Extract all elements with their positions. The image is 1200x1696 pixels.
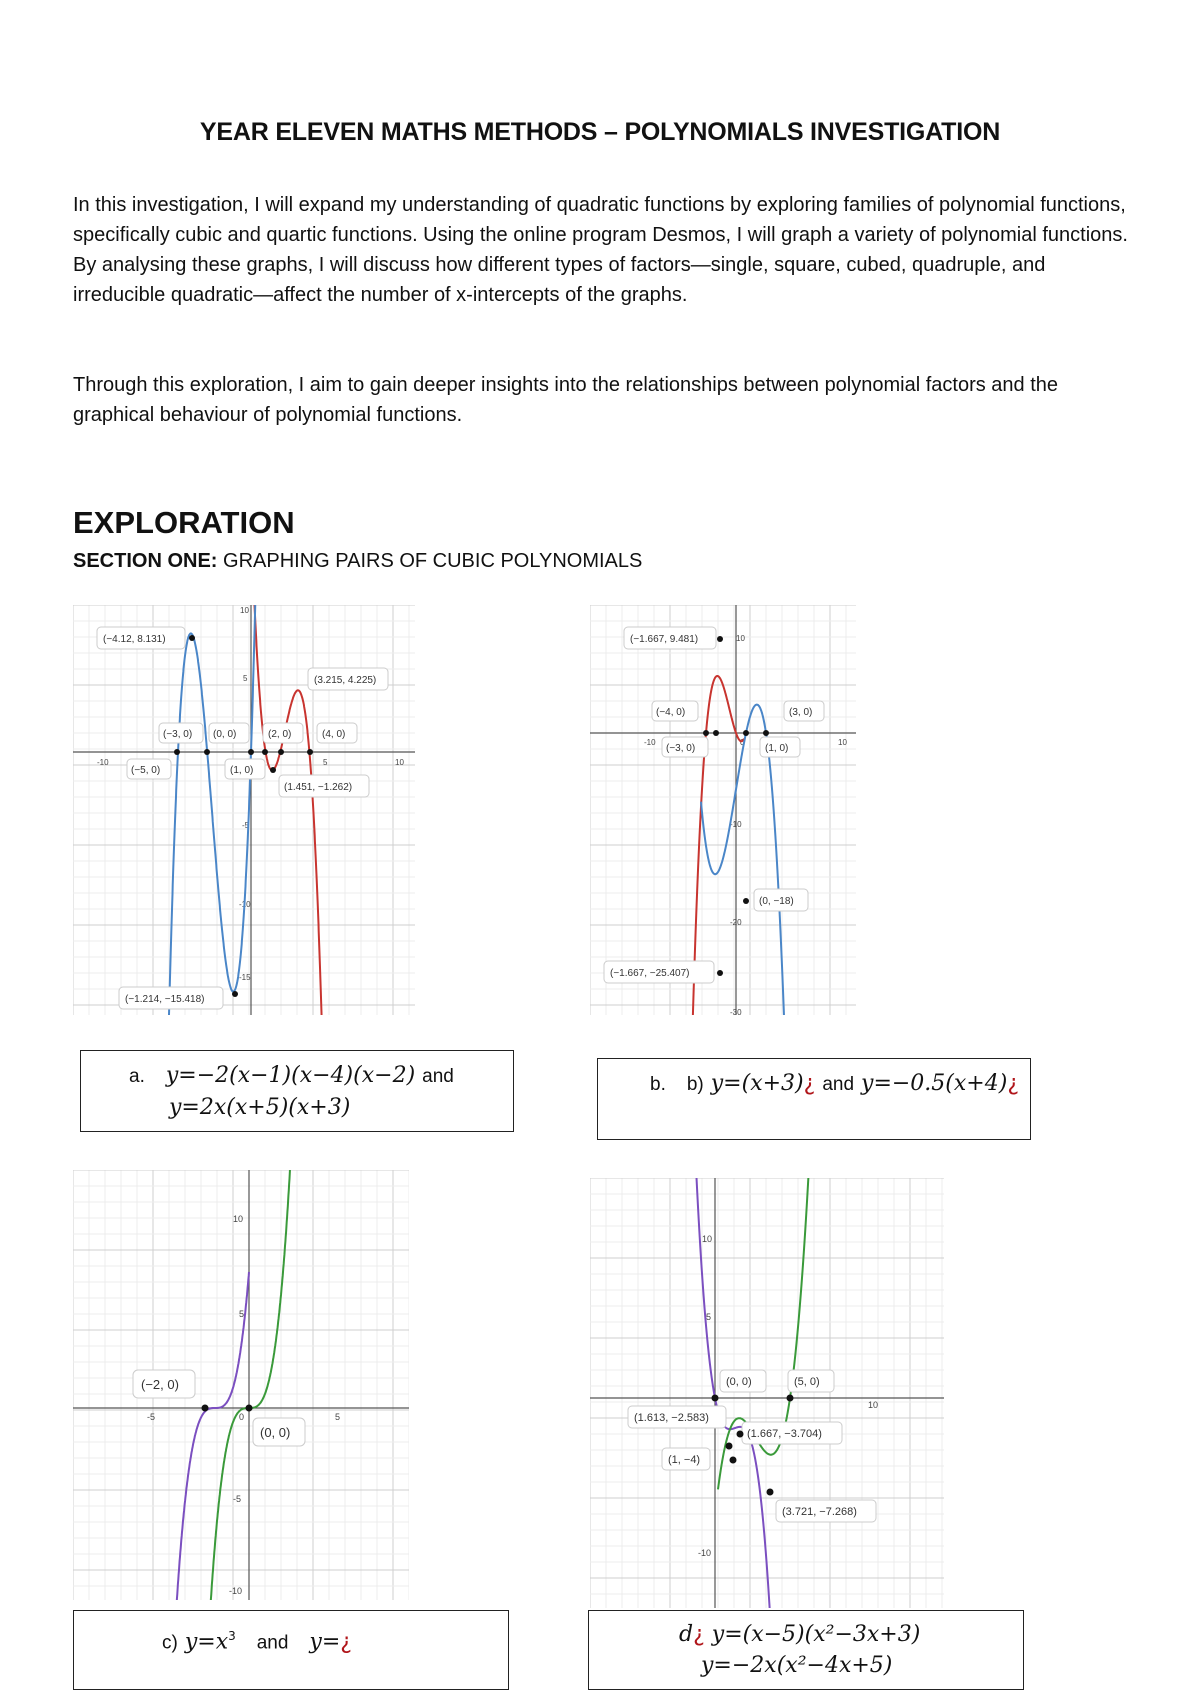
tick-label: 10 [395,758,404,767]
curve-blue [167,605,256,1015]
intro-paragraph-2: Through this exploration, I aim to gain deeper insights into the relationships between polynomial factors and the graphical behaviour of polynomial functions. [73,374,1059,426]
tick-label: 10 [868,1400,879,1410]
point-label: (−1.667, −25.407) [610,968,690,979]
section-heading [73,550,642,573]
intro-paragraph-1: In this investigation, I will expand my understanding of quadratic functions by exploring families of polynomial functions, specifically cubic and quartic functions. Using the online program Desmos, I will graph a variety of polynomial functions. By analysing these graphs, I will discuss how different types of factors—single, square, cubed, quadruple, and irreducible quadratic—affect the number of x-intercepts of the graphs. [73,194,1128,306]
point-marker [262,749,268,755]
point-label: (−1.214, −15.418) [125,994,205,1005]
point-marker [204,749,210,755]
caption-marker: b. [650,1074,666,1095]
tick-label: 10 [702,1234,713,1244]
point-label: (−1.667, 9.481) [630,634,699,645]
point-marker [767,1489,774,1496]
point-marker [726,1443,733,1450]
tick-label: 0 [239,1412,245,1422]
tick-label: 0 [740,738,745,747]
caption-b-equation-2: y=−0.5(x+4) [861,1071,1008,1096]
point-label: (3, 0) [789,707,813,718]
caption-a-equation-1: y=−2(x−1)(x−4)(x−2) [165,1063,416,1088]
caption-b-equation-1: y=(x+3) [710,1071,804,1096]
point-label: (0, 0) [726,1376,752,1388]
point-label: (0, 0) [260,1425,291,1440]
point-label: (3.215, 4.225) [314,675,377,686]
caption-a [80,1050,514,1132]
tick-label: -10 [97,758,109,767]
caption-marker: a. [129,1066,145,1087]
tick-label: 10 [838,738,847,747]
tick-label: 10 [736,634,745,643]
caption-d-prefix: d [679,1622,694,1647]
tick-label: 5 [335,1412,341,1422]
caption-c-unknown: ¿ [340,1629,352,1655]
point-marker [717,970,723,976]
tick-label: 10 [240,606,249,615]
point-label: (1, −4) [668,1454,701,1466]
point-marker [703,730,709,736]
caption-c-prefix: c) [162,1632,178,1654]
tick-label: 5 [706,1312,712,1322]
caption-and: and [256,1632,289,1654]
point-label-group [97,627,388,1009]
tick-label: 5 [323,758,328,767]
curve-purple [173,1272,249,1600]
tick-label: -20 [730,918,742,927]
point-marker [712,1395,719,1402]
point-marker [763,730,769,736]
point-marker [743,730,749,736]
caption-b-prefix: b) [686,1074,704,1095]
section-title: GRAPHING PAIRS OF CUBIC POLYNOMIALS [223,550,643,572]
point-label: (−2, 0) [141,1377,179,1392]
point-marker [743,898,749,904]
caption-c-exponent: 3 [228,1629,236,1643]
tick-label: -10 [698,1548,712,1558]
point-marker [307,749,313,755]
caption-b [597,1058,1031,1140]
point-label: (0, −18) [759,896,794,907]
point-label: (−5, 0) [131,765,161,776]
tick-label: -5 [233,1494,242,1504]
tick-label: 5 [239,1309,245,1319]
point-marker [246,1405,253,1412]
section-label: SECTION ONE: [73,550,218,572]
point-label: (0, 0) [213,729,237,740]
caption-d-equation-2: y=−2x(x²−4x+5) [701,1653,893,1678]
caption-c-equation-2: y= [309,1629,341,1655]
point-label: (1.613, −2.583) [634,1412,709,1424]
tick-label: 10 [233,1214,244,1224]
caption-c [73,1610,509,1690]
point-label: (1.667, −3.704) [747,1428,822,1440]
point-marker [174,749,180,755]
point-marker [278,749,284,755]
tick-label: -10 [730,820,742,829]
point-marker [737,1431,744,1438]
tick-label: -10 [229,1586,243,1596]
tick-label: -5 [147,1412,156,1422]
point-label: (1.451, −1.262) [284,782,353,793]
caption-d [588,1610,1024,1690]
point-label: (1, 0) [230,765,254,776]
caption-c-equation-1: y=x [184,1629,229,1655]
caption-b-unknown-2: ¿ [1007,1071,1019,1096]
caption-and: and [422,1066,454,1087]
point-marker [787,1395,794,1402]
point-label: (−3, 0) [666,743,696,754]
graph-c [73,1170,409,1600]
point-marker [713,730,719,736]
caption-a-equation-2: y=2x(x+5)(x+3) [169,1095,351,1120]
caption-d-unknown: ¿ [693,1622,705,1647]
point-marker [202,1405,209,1412]
tick-label: -15 [239,973,251,982]
page-title: YEAR ELEVEN MATHS METHODS – POLYNOMIALS INVESTIGATION [199,118,1001,146]
point-label: (3.721, −7.268) [782,1506,857,1518]
tick-label: -10 [644,738,656,747]
caption-and: and [822,1074,855,1095]
caption-d-equation-1: y=(x−5)(x²−3x+3) [704,1622,921,1647]
graph-d [590,1178,944,1608]
caption-b-unknown-1: ¿ [803,1071,816,1096]
point-marker [730,1457,737,1464]
point-label: (1, 0) [765,743,789,754]
graph-b [590,605,856,1015]
point-marker [270,767,276,773]
tick-label: -30 [730,1008,742,1015]
point-label: (−4, 0) [656,707,686,718]
point-label: (5, 0) [794,1376,820,1388]
point-marker [717,636,723,642]
point-marker [232,991,238,997]
point-label: (−3, 0) [163,729,193,740]
tick-label: -10 [239,900,251,909]
exploration-heading: EXPLORATION [73,505,295,540]
point-label: (4, 0) [322,729,346,740]
point-label: (−4.12, 8.131) [103,634,166,645]
graph-a [73,605,415,1015]
point-marker [189,635,195,641]
point-marker [248,749,254,755]
point-label: (2, 0) [268,729,292,740]
tick-label: 5 [243,674,248,683]
tick-label: -5 [242,821,250,830]
